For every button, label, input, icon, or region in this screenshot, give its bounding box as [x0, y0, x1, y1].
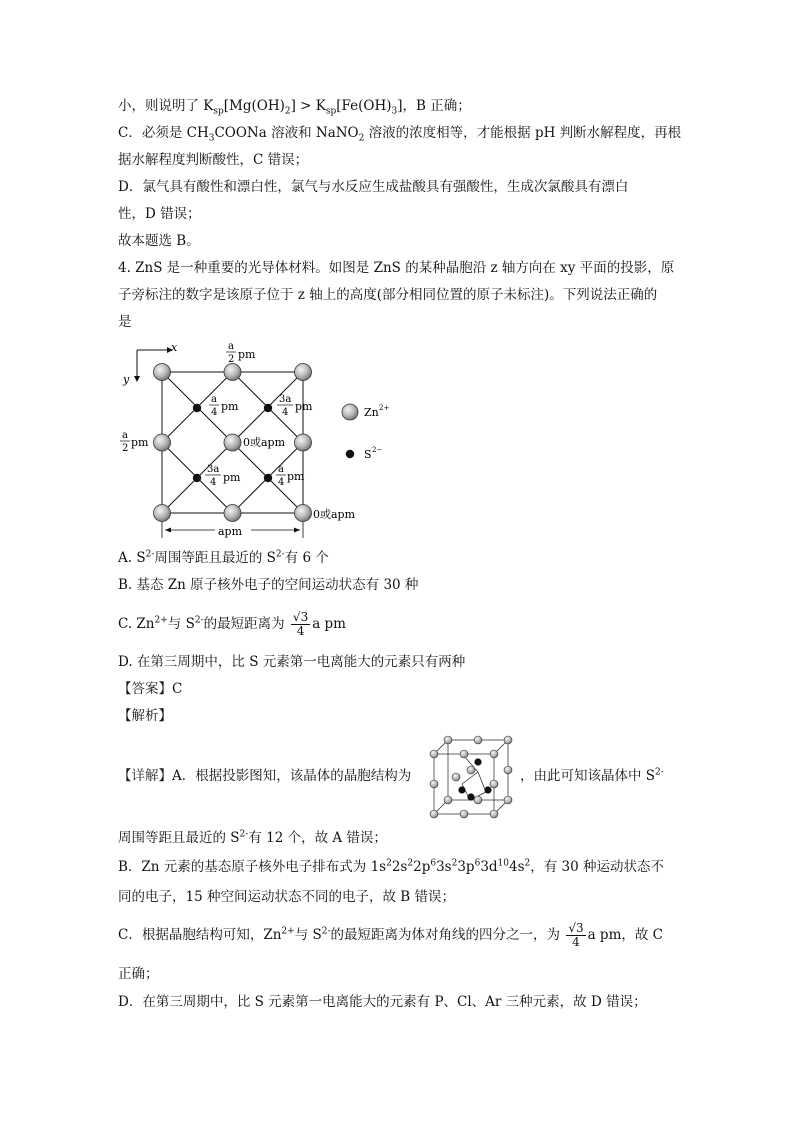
zn-atom	[224, 364, 241, 381]
detail-c-line1: C．根据晶胞结构可知，$Zn^{2+}$与 $S^{2-}$的最短距离为体对角线的四分之一，为 $\frac{√3}{4}$ a pm，故 C	[118, 921, 663, 949]
svg-text:4: 4	[282, 407, 289, 418]
analysis-tag: 【解析】	[118, 708, 172, 724]
zns-projection-figure	[115, 338, 415, 543]
svg-text:pm: pm	[238, 348, 256, 361]
legend-s-label: S	[364, 448, 372, 461]
zn-atom	[154, 364, 171, 381]
answer-line	[118, 680, 182, 698]
answer-value: C	[172, 681, 183, 697]
detail-a-line1-tail: ，由此可知该晶体中 $S^{2-}$	[520, 767, 664, 784]
zns-unit-cell-3d-image	[426, 734, 518, 822]
detail-b-line1: B．Zn 元素的基态原子核外电子排布式为 $1s^22s^22p^63s^23p^63d^{10}4s^2$，有 30 种运动状态不	[118, 858, 665, 875]
question-stem-line3: 是	[118, 314, 132, 330]
svg-text:pm: pm	[295, 400, 313, 413]
prev-option-c-line1: C．必须是 $CH_3COONa$ 溶液和 NaNO$_2$ 溶液的浓度相等，才能根据 pH 判断水解程度，再根	[118, 125, 682, 144]
option-a: A. $S^{2-}$周围等距且最近的 $S^{2-}$有 6 个	[118, 549, 329, 566]
detail-a-line2: 周围等距且最近的 $S^{2-}$有 12 个，故 A 错误；	[118, 829, 387, 846]
option-b: B. 基态 Zn 原子核外电子的空间运动状态有 30 种	[118, 577, 419, 593]
svg-text:pm: pm	[287, 470, 305, 483]
zn-atom	[295, 434, 312, 451]
svg-text:pm: pm	[221, 400, 239, 413]
prev-option-d-line1: D．氯气具有酸性和漂白性，氯气与水反应生成盐酸具有强酸性，生成次氯酸具有漂白	[118, 179, 629, 195]
svg-text:2: 2	[228, 354, 235, 365]
prev-line-b: 小，则说明了 $K_{sp}[Mg(OH)_2] > K_{sp}[Fe(OH)_3]$，B 正确；	[118, 98, 471, 117]
zn-atom	[224, 434, 241, 451]
svg-text:4: 4	[278, 477, 285, 488]
prev-option-d-line2: 性，D 错误；	[118, 206, 201, 222]
legend-s-marker	[346, 450, 354, 458]
svg-text:0或apm: 0或apm	[313, 508, 356, 521]
svg-text:a: a	[228, 341, 234, 352]
zn-atom	[154, 505, 171, 522]
zn-atom	[154, 434, 171, 451]
svg-text:2: 2	[122, 443, 129, 454]
svg-text:0或apm: 0或apm	[243, 436, 286, 449]
svg-text:3a: 3a	[279, 394, 292, 405]
detail-c-line2: 正确；	[118, 966, 159, 982]
orbital-2: 2p	[413, 859, 431, 875]
prev-option-c-line2: 据水解程度判断酸性，C 错误；	[118, 152, 309, 168]
svg-text:pm: pm	[131, 436, 149, 449]
x-axis-label: x	[171, 341, 178, 354]
question-stem-line1: 4. ZnS 是一种重要的光导体材料。如图是 ZnS 的某种晶胞沿 z 轴方向在 xy 平面的投影，原	[118, 260, 675, 276]
legend-zn-label: Zn	[364, 406, 379, 419]
zn-atom	[295, 364, 312, 381]
orbital-6: 4s	[509, 859, 525, 875]
svg-text:4: 4	[211, 407, 218, 418]
prev-conclusion: 故本题选 B。	[118, 233, 200, 249]
detail-b-line2: 同的电子，15 种空间运动状态不同的电子，故 B 错误；	[118, 889, 455, 905]
zn-atom	[224, 505, 241, 522]
orbital-1: 2s	[391, 859, 408, 875]
svg-text:4: 4	[210, 477, 217, 488]
orbital-3: 3s	[436, 859, 452, 875]
svg-text:a: a	[211, 394, 217, 405]
s-atom	[193, 404, 201, 412]
svg-text:2+: 2+	[379, 404, 390, 412]
y-axis-arrow	[134, 376, 140, 382]
y-axis-label: y	[123, 373, 130, 386]
s-atom	[193, 474, 201, 482]
answer-tag: 【答案】	[118, 681, 172, 697]
zn-atom	[295, 505, 312, 522]
option-d: D. 在第三周期中，比 S 元素第一电离能大的元素只有两种	[118, 654, 466, 670]
orbital-5: 3d	[480, 859, 498, 875]
svg-text:3a: 3a	[207, 464, 220, 475]
legend-zn-marker	[342, 404, 358, 420]
electron-configuration: $^22s^22p^63s^23p^63d^{10}4s^2$	[386, 858, 531, 875]
svg-text:2−: 2−	[372, 446, 383, 454]
svg-text:pm: pm	[223, 471, 241, 484]
s-atom	[264, 474, 272, 482]
svg-text:a: a	[122, 430, 128, 441]
dimension-label: apm	[218, 525, 243, 538]
detail-d-line: D．在第三周期中，比 S 元素第一电离能大的元素有 P、Cl、Ar 三种元素，故 D 错误；	[118, 994, 647, 1010]
option-c: C. $Zn^{2+}$与 $S^{2-}$的最短距离为 $\frac{√3}{4}$ a pm	[118, 610, 346, 638]
orbital-4: 3p	[457, 859, 475, 875]
svg-text:a: a	[278, 464, 284, 475]
question-stem-line2: 子旁标注的数字是该原子位于 z 轴上的高度(部分相同位置的原子未标注)。下列说法正确的	[118, 287, 658, 303]
detail-a-line1: 【详解】A．根据投影图知，该晶体的晶胞结构为	[118, 768, 412, 784]
s-atom	[264, 404, 272, 412]
